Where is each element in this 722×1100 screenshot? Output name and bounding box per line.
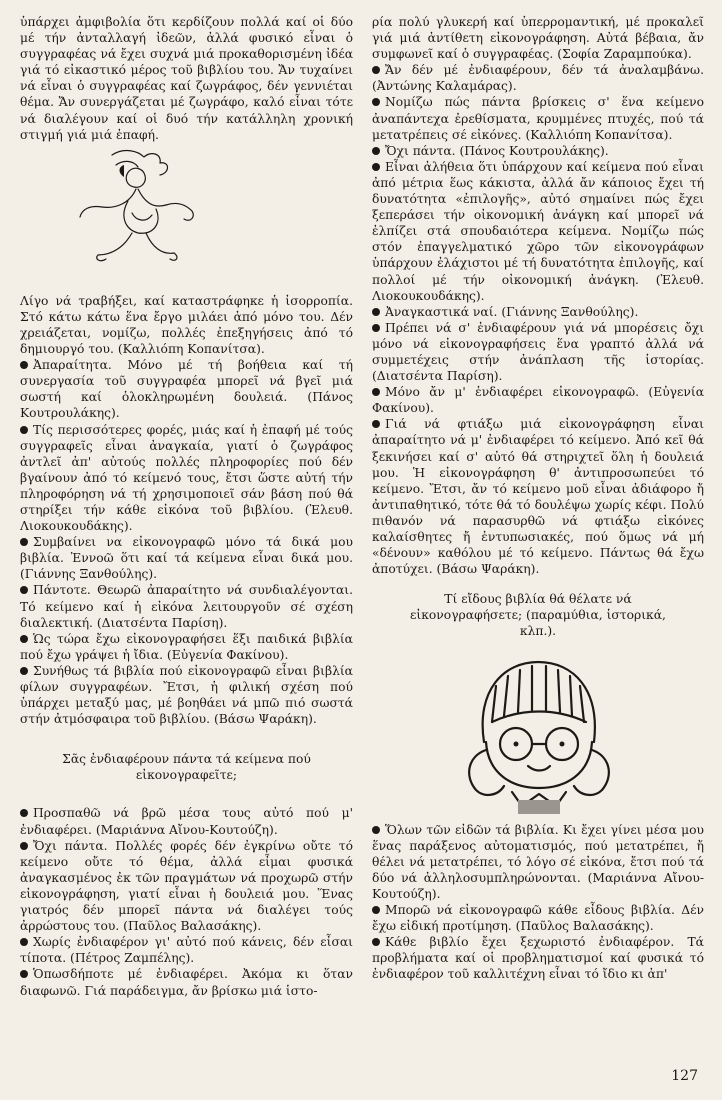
answer-item: Ὡς τώρα ἔχω εἰκονογραφήσει ἕξι παιδικά βιβλία πού ἔχω γράψει ἡ ἴδια. (Εὐγενία Φακίνου). [20,631,353,662]
child-with-glasses-illustration [372,646,704,816]
left-column [20,14,353,999]
bullet-icon [372,66,380,74]
bullet-icon [20,970,28,978]
answer-item: Πρέπει νά σ' ἐνδιαφέρουν γιά νά μπορέσεις ὄχι μόνο νά εἰκονογραφήσεις ἕνα γραπτό ἀλλά νά συμμετέχεις στήν ἀνάπλαση τῆς ἱστορίας. (Διατσέντα Παρίση). [372,320,704,384]
dancing-figure-illustration [20,143,353,293]
answer-item: Τίς περισσότερες φορές, μιάς καί ἡ ἐπαφή μέ τούς συγγραφεῖς εἶναι ἀναγκαία, γιατί ὁ ζωγράφος ἀντλεῖ ἀπ' αὐτούς πολλές πληροφορίες πού δέν βγαίνουν ἀπό τό κείμενό τους, ἔτσι ὥστε αὐτή τήν πληροφόρηση νά τή χρησιμοποιεῖ σάν βάση πού θά στηρίξει τήν κάθε εἰκόνα τοῦ βιβλίου. (Ἐλευθ. Λιοκουκουδάκης). [20,422,353,534]
bullet-icon [372,826,380,834]
bullet-icon [372,163,380,171]
bullet-icon [372,388,380,396]
bullet-icon [20,635,28,643]
answers-list-3 [372,62,704,577]
bullet-icon [20,361,28,369]
question-heading: Σᾶς ἐνδιαφέρουν πάντα τά κείμενα πού εἰκονογραφεῖτε; [62,752,311,783]
answer-item: Μόνο ἄν μ' ἐνδιαφέρει εἰκονογραφῶ. (Εὐγενία Φακίνου). [372,385,704,416]
answer-item: Γιά νά φτιάξω μιά εἰκονογράφηση εἶναι ἀπαραίτητο νά μ' ἐνδιαφέρει τό κείμενο. Ἀπό κεῖ θά ξεκινήσει καί σ' αὐτό θά στηριχτεῖ ὅλη ἡ δουλειά μου. Ἡ εἰκονογράφηση θ' ἀντιπροσωπεύει τό κείμενο. Ἔτσι, ἄν τό κείμενο μοῦ εἶναι ἀδιάφορο ἤ ἀντιπαθητικό, τότε θά τό δουλέψω χωρίς κέφι. Πολύ πιθανόν νά παρασυρθῶ νά φτιάξω εἰκόνες καλαίσθητες ἤ ἐντυπωσιακές, πού ὅμως νά μή «δένουν» καθόλου μέ τό κείμενο. Πάντως θά ἔχω ἀποτύχει. (Βάσω Ψαράκη). [372,417,704,577]
answer-item: Χωρίς ἐνδιαφέρον γι' αὐτό πού κάνεις, δέν εἶσαι τίποτα. (Πέτρος Ζαμπέλης). [20,935,353,966]
answer-item: Μπορῶ νά εἰκονογραφῶ κάθε εἶδους βιβλία. Δέν ἔχω εἰδική προτίμηση. (Παῦλος Βαλασάκης). [372,903,704,934]
bullet-icon [20,586,28,594]
question-heading: Τί εἴδους βιβλία θά θέλατε νά εἰκονογραφήσετε; (παραμύθια, ἱστορικά, κλπ.). [410,592,666,639]
bullet-icon [372,98,380,106]
answer-item: Συμβαίνει να εἰκονογραφῶ μόνο τά δικά μου βιβλία. Ἐννοῶ ὅτι καί τά κείμενα εἶναι δικά μου. (Γιάννης Ξανθούλης). [20,535,353,582]
answer-item: Ὅλων τῶν εἰδῶν τά βιβλία. Κι ἔχει γίνει μέσα μου ἕνας παράξενος αὐτοματισμός, πού μετατρέπει, ἤ θέλει νά μετατρέπει, τό λόγο σέ εἰκόνα, ἔτσι πού τά δύο νά ἀλληλοσυμπληρώνονται. (Μαριάννα Αἴνου-Κουτούζη). [372,822,704,901]
answer-item: Πάντοτε. Θεωρῶ ἀπαραίτητο νά συνδιαλέγονται. Τό κείμενο καί ἡ εἰκόνα λειτουργοῦν σέ σχέση διαλεκτική. (Διατσέντα Παρίση). [20,583,353,630]
page-number: 127 [671,1068,698,1084]
answers-list-1 [20,357,353,727]
bullet-icon [372,147,380,155]
bullet-icon [20,938,28,946]
paragraph-after-figure: Λίγο νά τραβήξει, καί καταστράφηκε ἡ ἰσορροπία. Στό κάτω κάτω ἕνα ἔργο μιλάει ἀπό μόνο του. Δέν χρειάζεται, νομίζω, πολλές ἐπεξηγήσεις ἀπό τό δημιουργό του. (Καλλιόπη Κοπανίτσα). [20,293,353,357]
answer-item: Ὄχι πάντα. Πολλές φορές δέν ἐγκρίνω οὔτε τό κείμενο οὔτε τό θέμα, ἀλλά εἶμαι φυσικά ἀναγκασμένος ἐκ τῶν πραγμάτων νά προχωρῶ στήν εἰκονογράφηση, γιατί εἶναι ἡ δουλειά μου. Ἕνας γιατρός δέν μπορεῖ πάντα νά διαλέγει τούς ἀρρώστους του. (Παῦλος Βαλασάκης). [20,838,353,934]
answers-list-2 [20,805,353,998]
bullet-icon [20,538,28,546]
answer-item: Ἄν δέν μέ ἐνδιαφέρουν, δέν τά ἀναλαμβάνω. (Ἀντώνης Καλαμάρας). [372,63,704,94]
bullet-icon [20,426,28,434]
bullet-icon [372,938,380,946]
bullet-icon [372,906,380,914]
bullet-icon [372,308,380,316]
answer-item: Ἀναγκαστικά ναί. (Γιάννης Ξανθούλης). [372,304,704,320]
answer-item: Νομίζω πώς πάντα βρίσκεις σ' ἕνα κείμενο ἀναπάντεχα ἐρεθίσματα, κρυμμένες πτυχές, πού τά μετατρέπεις σέ εἰκόνες. (Καλλιόπη Κοπανίτσα). [372,95,704,142]
answer-item: Συνήθως τά βιβλία πού εἰκονογραφῶ εἶναι βιβλία φίλων συγγραφέων. Ἔτσι, ἡ φιλική σχέση πού ὑπάρχει μεταξύ μας, μέ βοηθάει νά μπῶ πιό σωστά στήν ἀτμόσφαιρα τοῦ βιβλίου. (Βάσω Ψαράκη). [20,663,353,727]
bullet-icon [20,842,28,850]
bullet-icon [20,809,28,817]
answer-item: Κάθε βιβλίο ἔχει ξεχωριστό ἐνδιαφέρον. Τά προβλήματα καί οἱ προβληματισμοί καί φυσικά τό ἐνδιαφέρον τοῦ καλλιτέχνη εἶναι τό ἴδιο κι ἀπ' [372,935,704,982]
answer-item: Προσπαθῶ νά βρῶ μέσα τους αὐτό πού μ' ἐνδιαφέρει. (Μαριάννα Αἴνου-Κουτούζη). [20,806,353,837]
bullet-icon [372,420,380,428]
answer-item: Ἀπαραίτητα. Μόνο μέ τή βοήθεια καί τή συνεργασία τοῦ συγγραφέα μπορεῖ νά βγεῖ μιά σωστή καί ὁλοκληρωμένη δουλειά. (Πάνος Κουτρουλάκης). [20,358,353,421]
bullet-icon [372,324,380,332]
answers-list-4 [372,822,704,983]
answer-item: Ὄχι πάντα. (Πάνος Κουτρουλάκης). [372,143,704,159]
answer-item: Ὁπωσδήποτε μέ ἐνδιαφέρει. Ἀκόμα κι ὅταν διαφωνῶ. Γιά παράδειγμα, ἄν βρίσκω μιά ἱστο- [20,967,353,998]
intro-paragraph: ὑπάρχει ἀμφιβολία ὅτι κερδίζουν πολλά καί οἱ δύο μέ τήν ἀνταλλαγή ἰδεῶν, ἀλλά φυσικό εἶναι ὁ συγγραφέας νά ἔχει συχνά μιά προκαθορισμένη ἰδέα γιά τό εἰκαστικό μέρος τοῦ βιβλίου του. Ἄν τυχαίνει νά εἶναι ὁ συγγραφέας καί ζωγράφος, δέν γεννιέται θέμα. Ἄν συνεργάζεται μέ ζωγράφο, καλό εἶναι τότε νά διαλέγουν καί οἱ δυό τήν κατάλληλη χρονική στιγμή γιά μιά ἐπαφή. [20,15,353,142]
shirt-shape [518,800,560,814]
bullet-icon [20,667,28,675]
continuation-paragraph: ρία πολύ γλυκερή καί ὑπερρομαντική, μέ προκαλεῖ γιά μιά ἀντίθετη εἰκονογράφηση. Αὐτά βέβαια, ἄν συμφωνεῖ καί ὁ συγγραφέας. (Σοφία Ζαραμπούκα). [372,15,704,62]
answer-item: Εἶναι ἀλήθεια ὅτι ὑπάρχουν καί κείμενα πού εἶναι ἀπό μέτρια ἕως κάκιστα, ἀλλά ἄν κάποιος ἔχει τή δυνατότητα «ἐπιλογῆς», αὐτό σημαίνει πώς ἔχει ξεπεράσει τήν οἰκονομική ἀνάγκη καί μπορεῖ νά ἐλπίζει στά σπουδαιότερα κείμενα. Νομίζω πώς στόν ἐπαγγελματικό χῶρο τῶν εἰκονογράφων ὑπάρχουν ἐλάχιστοι μέ τή δυνατότητα ἐπιλογῆς, καί πολλοί μέ τήν οἰκονομική ἀνάγκη. (Ἐλευθ. Λιοκουκουδάκης). [372,159,704,303]
right-column [372,14,704,983]
